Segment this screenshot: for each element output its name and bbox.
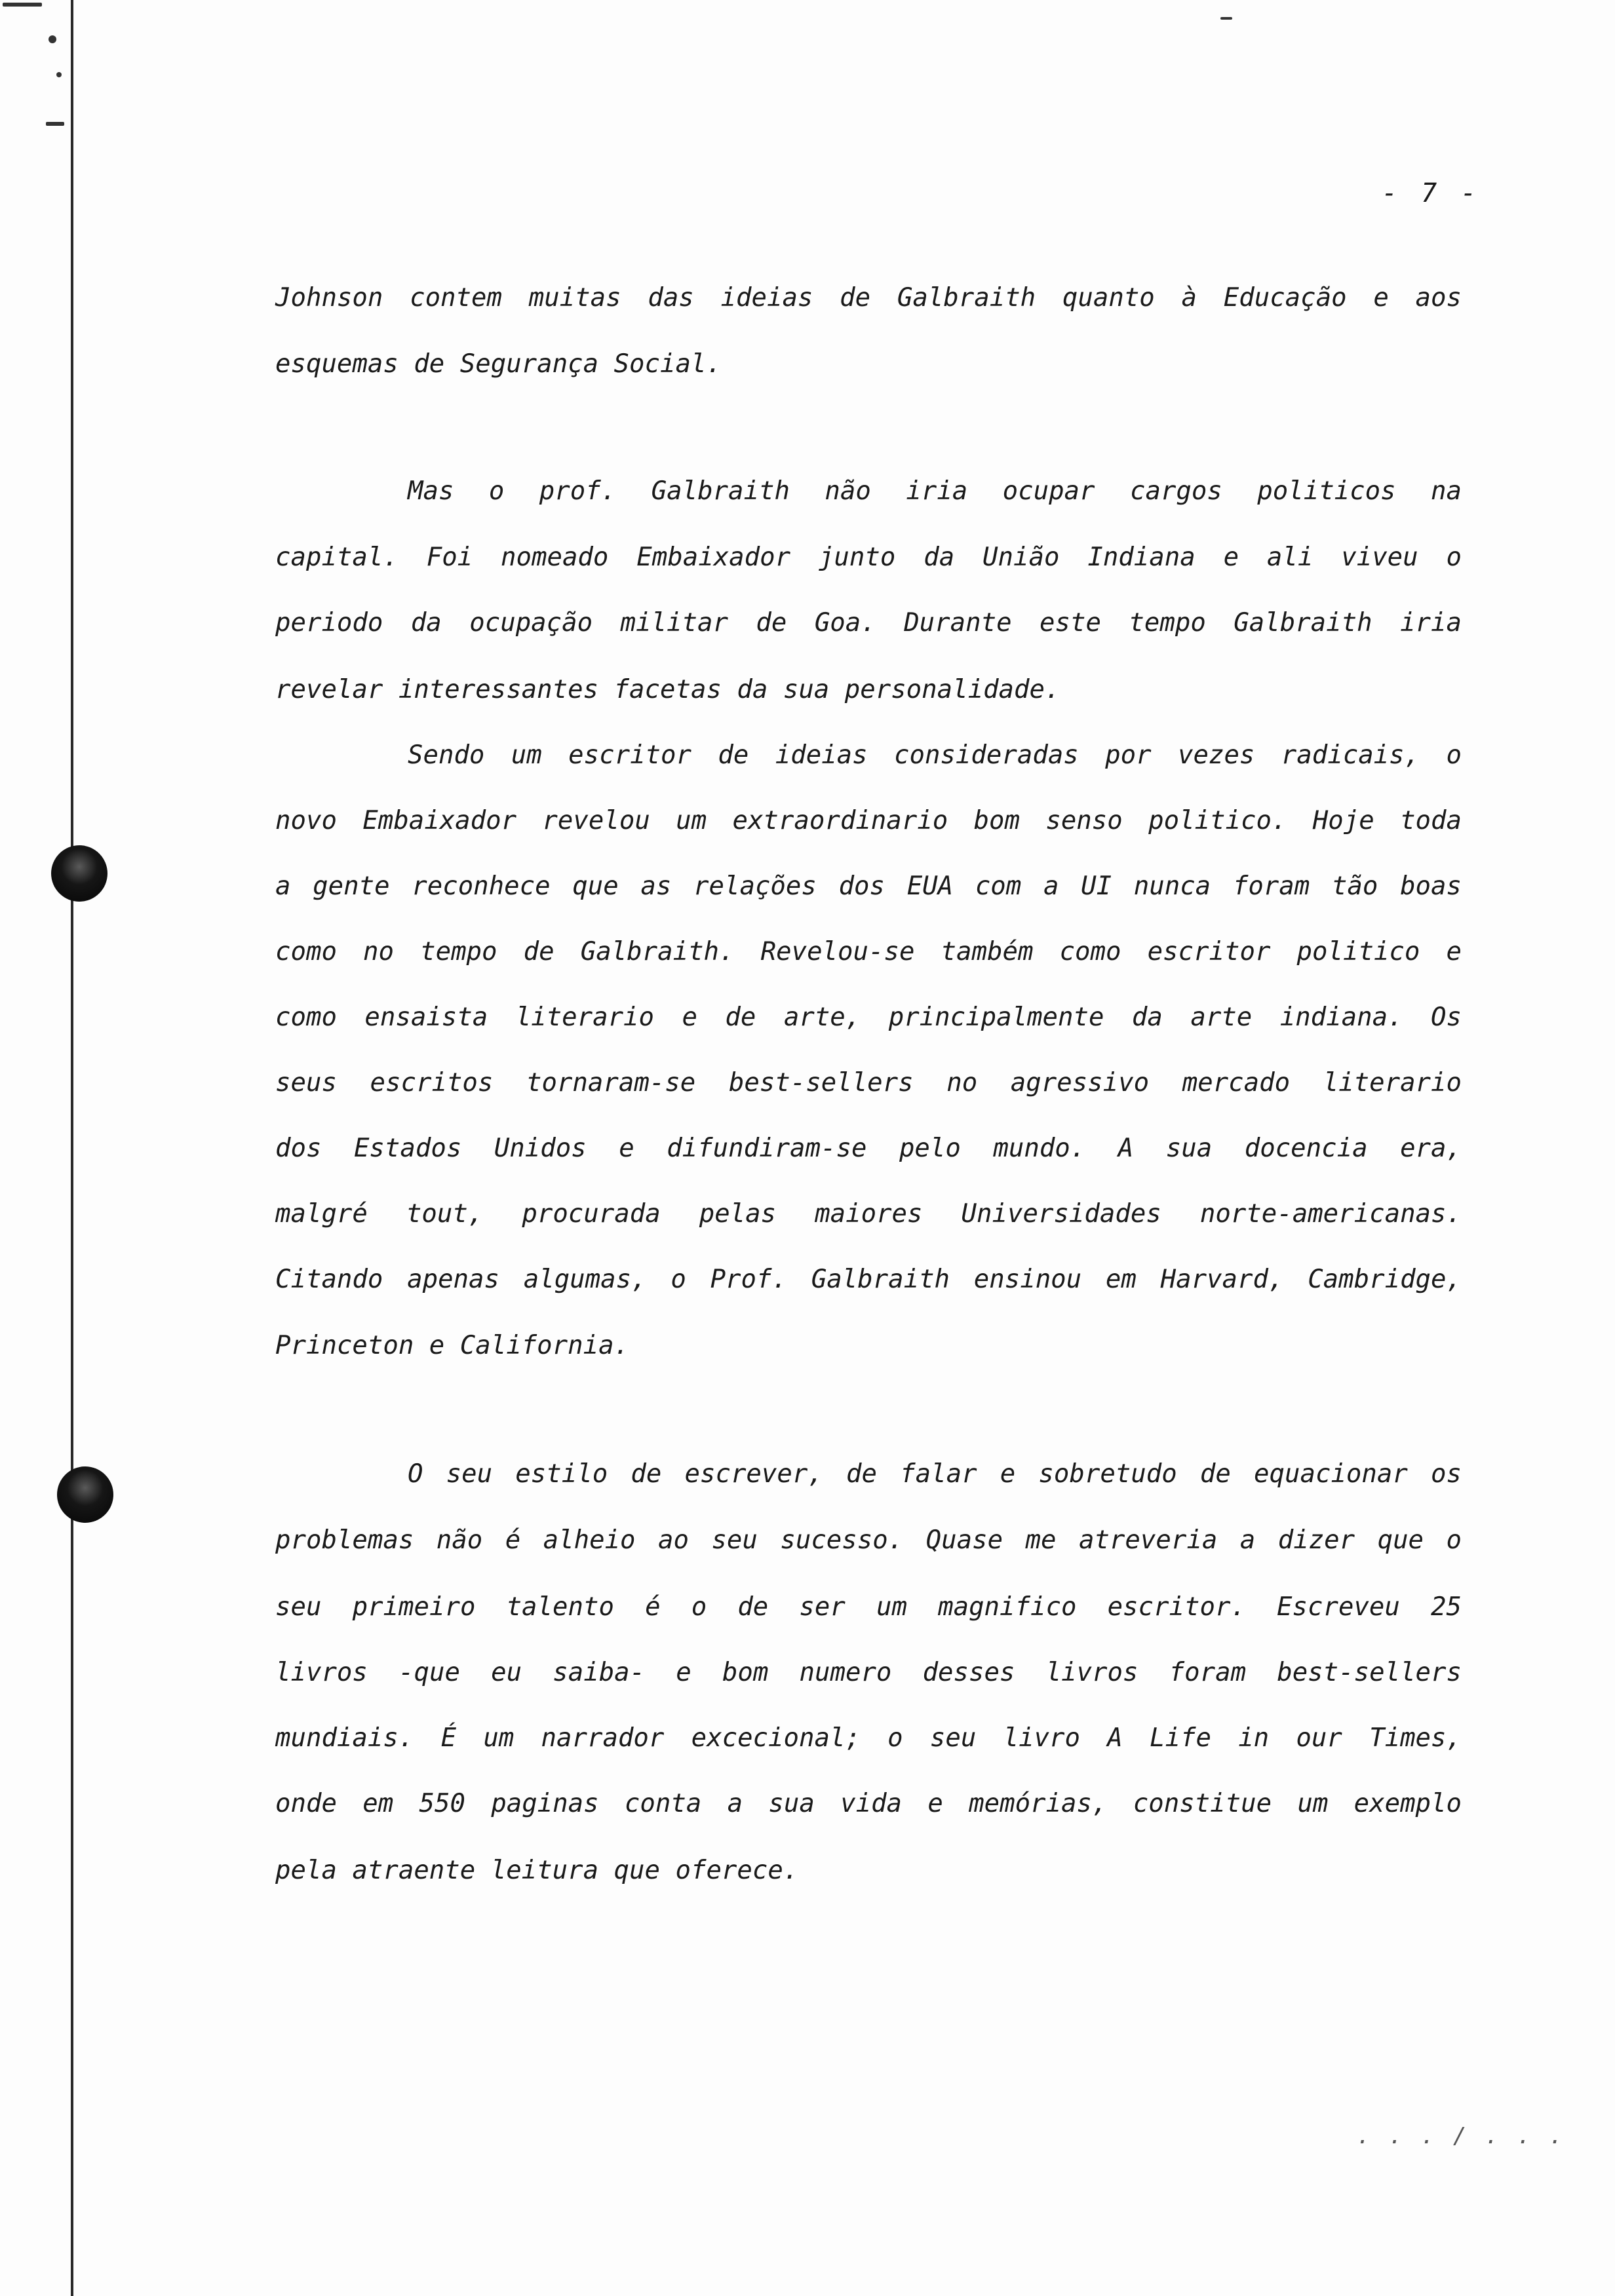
text-line: O seu estilo de escrever, de falar e sobretudo de equacionar os (408, 1459, 1462, 1489)
text-line: Sendo um escritor de ideias consideradas por vezes radicais, o (408, 740, 1462, 770)
scan-speck (1220, 17, 1232, 20)
scan-speck (46, 122, 64, 126)
text-line: livros -que eu saiba- e bom numero desses livros foram best-sellers (275, 1658, 1462, 1687)
text-line: malgré tout, procurada pelas maiores Universidades norte-americanas. (275, 1199, 1462, 1229)
text-line: a gente reconhece que as relações dos EUA com a UI nunca foram tão boas (275, 871, 1462, 901)
text-line: onde em 550 paginas conta a sua vida e memórias, constitue um exemplo (275, 1789, 1462, 1818)
text-line: Princeton e California. (275, 1331, 630, 1360)
text-line: seus escritos tornaram-se best-sellers no agressivo mercado literario (275, 1068, 1462, 1098)
text-line: Mas o prof. Galbraith não iria ocupar cargos politicos na (408, 476, 1462, 506)
scan-speck (49, 35, 56, 43)
text-line: Citando apenas algumas, o Prof. Galbraith ensinou em Harvard, Cambridge, (275, 1265, 1462, 1294)
text-line: esquemas de Segurança Social. (275, 349, 722, 379)
text-line: como ensaista literario e de arte, principalmente da arte indiana. Os (275, 1003, 1462, 1032)
text-line: pela atraente leitura que oferece. (275, 1856, 799, 1885)
text-line: mundiais. É um narrador excecional; o seu livro A Life in our Times, (275, 1723, 1462, 1753)
margin-rule (71, 0, 73, 2296)
text-line: dos Estados Unidos e difundiram-se pelo mundo. A sua docencia era, (275, 1134, 1462, 1163)
text-line: Johnson contem muitas das ideias de Galbraith quanto à Educação e aos (275, 283, 1462, 313)
text-line: novo Embaixador revelou um extraordinario bom senso politico. Hoje toda (275, 806, 1462, 835)
punch-hole-icon (57, 1466, 113, 1523)
punch-hole-icon (51, 845, 107, 902)
continuation-mark: . . . / . . . (1357, 2123, 1566, 2149)
scan-speck (56, 72, 62, 77)
text-line: capital. Foi nomeado Embaixador junto da União Indiana e ali viveu o (275, 543, 1462, 572)
text-line: seu primeiro talento é o de ser um magnifico escritor. Escreveu 25 (275, 1592, 1462, 1622)
scan-speck (3, 3, 42, 7)
text-line: problemas não é alheio ao seu sucesso. Quase me atreveria a dizer que o (275, 1525, 1462, 1555)
page-number: - 7 - (1382, 178, 1481, 208)
text-line: periodo da ocupação militar de Goa. Durante este tempo Galbraith iria (275, 608, 1462, 638)
text-line: como no tempo de Galbraith. Revelou-se também como escritor politico e (275, 937, 1462, 966)
text-line: revelar interessantes facetas da sua personalidade. (275, 675, 1060, 704)
